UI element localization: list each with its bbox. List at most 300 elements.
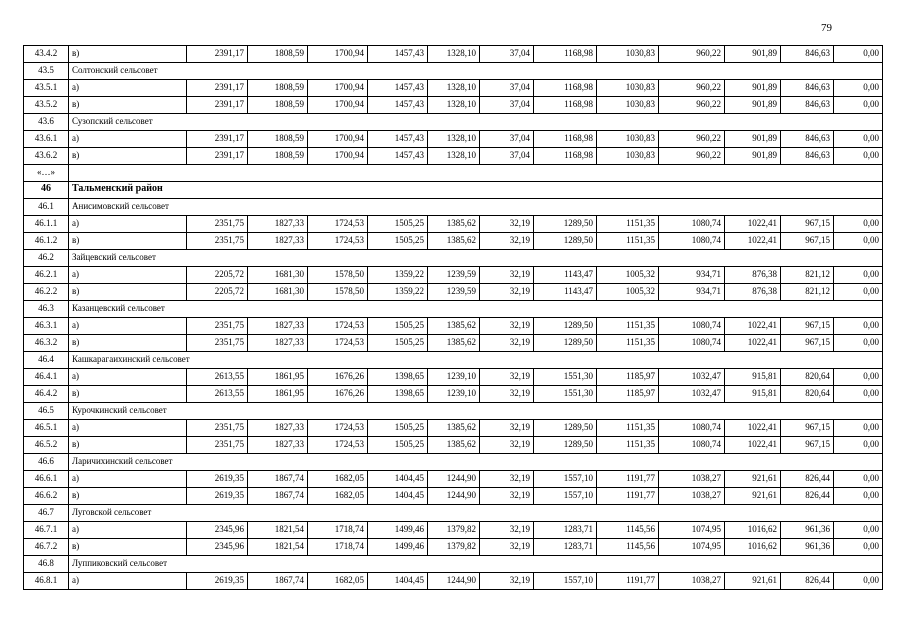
value-cell: 1808,59 bbox=[248, 131, 308, 148]
table-row bbox=[24, 522, 883, 539]
row-code: 46.2.2 bbox=[24, 284, 69, 301]
row-code: 43.4.2 bbox=[24, 46, 69, 63]
value-cell: 1682,05 bbox=[308, 488, 368, 505]
value-cell: 1030,83 bbox=[597, 131, 659, 148]
section-header-row bbox=[24, 63, 883, 80]
value-cell: 1808,59 bbox=[248, 148, 308, 165]
value-cell: 37,04 bbox=[480, 148, 534, 165]
value-cell: 1030,83 bbox=[597, 80, 659, 97]
table-row bbox=[24, 46, 883, 63]
table-body bbox=[24, 46, 883, 590]
table-row bbox=[24, 539, 883, 556]
value-cell: 1505,25 bbox=[368, 420, 428, 437]
value-cell: 1289,50 bbox=[534, 335, 597, 352]
value-cell: 1867,74 bbox=[248, 573, 308, 590]
value-cell: 1821,54 bbox=[248, 539, 308, 556]
value-cell: 2391,17 bbox=[187, 148, 248, 165]
value-cell: 1827,33 bbox=[248, 420, 308, 437]
value-cell: 0,00 bbox=[834, 539, 883, 556]
value-cell: 32,19 bbox=[480, 471, 534, 488]
value-cell: 967,15 bbox=[781, 437, 834, 454]
value-cell: 1505,25 bbox=[368, 233, 428, 250]
value-cell: 1168,98 bbox=[534, 131, 597, 148]
table-row bbox=[24, 233, 883, 250]
row-code: 46.6.2 bbox=[24, 488, 69, 505]
row-label: а) bbox=[69, 369, 187, 386]
value-cell: 1682,05 bbox=[308, 573, 368, 590]
value-cell: 2351,75 bbox=[187, 420, 248, 437]
value-cell: 901,89 bbox=[725, 148, 781, 165]
row-code: 46.5 bbox=[24, 403, 69, 420]
value-cell: 1499,46 bbox=[368, 522, 428, 539]
value-cell: 32,19 bbox=[480, 216, 534, 233]
value-cell: 876,38 bbox=[725, 284, 781, 301]
value-cell: 1681,30 bbox=[248, 284, 308, 301]
value-cell: 960,22 bbox=[659, 80, 725, 97]
value-cell: 1151,35 bbox=[597, 233, 659, 250]
value-cell: 967,15 bbox=[781, 335, 834, 352]
value-cell: 2345,96 bbox=[187, 522, 248, 539]
value-cell: 934,71 bbox=[659, 267, 725, 284]
value-cell: 1821,54 bbox=[248, 522, 308, 539]
value-cell: 1398,65 bbox=[368, 386, 428, 403]
value-cell: 0,00 bbox=[834, 471, 883, 488]
table-row bbox=[24, 335, 883, 352]
value-cell: 2351,75 bbox=[187, 437, 248, 454]
value-cell: 1168,98 bbox=[534, 80, 597, 97]
value-cell: 1700,94 bbox=[308, 131, 368, 148]
row-code: «…» bbox=[24, 165, 69, 182]
section-header-row bbox=[24, 352, 883, 369]
value-cell: 1289,50 bbox=[534, 318, 597, 335]
value-cell: 1080,74 bbox=[659, 233, 725, 250]
value-cell: 961,36 bbox=[781, 522, 834, 539]
value-cell: 1080,74 bbox=[659, 216, 725, 233]
value-cell: 32,19 bbox=[480, 386, 534, 403]
value-cell: 1861,95 bbox=[248, 386, 308, 403]
value-cell: 1191,77 bbox=[597, 488, 659, 505]
value-cell: 2351,75 bbox=[187, 335, 248, 352]
value-cell: 1379,82 bbox=[428, 539, 480, 556]
row-code: 46.7.1 bbox=[24, 522, 69, 539]
value-cell: 2619,35 bbox=[187, 573, 248, 590]
value-cell: 820,64 bbox=[781, 386, 834, 403]
value-cell: 1168,98 bbox=[534, 148, 597, 165]
council-title: Луппиковский сельсовет bbox=[69, 556, 883, 573]
row-code: 46.3 bbox=[24, 301, 69, 318]
value-cell: 1080,74 bbox=[659, 335, 725, 352]
value-cell: 1700,94 bbox=[308, 46, 368, 63]
row-code: 46.4 bbox=[24, 352, 69, 369]
value-cell: 0,00 bbox=[834, 318, 883, 335]
value-cell: 1724,53 bbox=[308, 216, 368, 233]
table-row bbox=[24, 420, 883, 437]
value-cell: 826,44 bbox=[781, 471, 834, 488]
value-cell: 1016,62 bbox=[725, 522, 781, 539]
value-cell: 960,22 bbox=[659, 97, 725, 114]
row-code: 46.1.1 bbox=[24, 216, 69, 233]
value-cell: 1499,46 bbox=[368, 539, 428, 556]
value-cell: 1457,43 bbox=[368, 148, 428, 165]
value-cell: 1808,59 bbox=[248, 46, 308, 63]
value-cell: 32,19 bbox=[480, 573, 534, 590]
value-cell: 967,15 bbox=[781, 233, 834, 250]
section-header-row bbox=[24, 199, 883, 216]
value-cell: 1808,59 bbox=[248, 97, 308, 114]
value-cell: 1283,71 bbox=[534, 522, 597, 539]
value-cell: 0,00 bbox=[834, 488, 883, 505]
value-cell: 1022,41 bbox=[725, 318, 781, 335]
value-cell: 1005,32 bbox=[597, 284, 659, 301]
value-cell: 1557,10 bbox=[534, 471, 597, 488]
row-label: в) bbox=[69, 148, 187, 165]
value-cell: 1022,41 bbox=[725, 335, 781, 352]
section-header-row bbox=[24, 182, 883, 199]
value-cell: 0,00 bbox=[834, 420, 883, 437]
council-title: Солтонский сельсовет bbox=[69, 63, 883, 80]
council-title: Ларичихинский сельсовет bbox=[69, 454, 883, 471]
row-code: 46.7.2 bbox=[24, 539, 69, 556]
value-cell: 1151,35 bbox=[597, 216, 659, 233]
table-row bbox=[24, 386, 883, 403]
section-header-row bbox=[24, 403, 883, 420]
value-cell: 1867,74 bbox=[248, 471, 308, 488]
value-cell: 32,19 bbox=[480, 335, 534, 352]
value-cell: 0,00 bbox=[834, 267, 883, 284]
value-cell: 2391,17 bbox=[187, 80, 248, 97]
value-cell: 1808,59 bbox=[248, 80, 308, 97]
value-cell: 32,19 bbox=[480, 488, 534, 505]
section-header-row bbox=[24, 556, 883, 573]
row-code: 46.6.1 bbox=[24, 471, 69, 488]
value-cell: 1404,45 bbox=[368, 471, 428, 488]
row-label: в) bbox=[69, 46, 187, 63]
value-cell: 967,15 bbox=[781, 216, 834, 233]
value-cell: 1827,33 bbox=[248, 335, 308, 352]
empty-span-cell bbox=[69, 165, 883, 182]
value-cell: 1328,10 bbox=[428, 80, 480, 97]
value-cell: 1385,62 bbox=[428, 335, 480, 352]
value-cell: 820,64 bbox=[781, 369, 834, 386]
value-cell: 0,00 bbox=[834, 386, 883, 403]
row-label: в) bbox=[69, 437, 187, 454]
table-row bbox=[24, 573, 883, 590]
ellipsis-row bbox=[24, 165, 883, 182]
value-cell: 826,44 bbox=[781, 488, 834, 505]
row-code: 46.8.1 bbox=[24, 573, 69, 590]
council-title: Луговской сельсовет bbox=[69, 505, 883, 522]
row-code: 43.6.1 bbox=[24, 131, 69, 148]
value-cell: 32,19 bbox=[480, 284, 534, 301]
row-label: в) bbox=[69, 386, 187, 403]
row-label: а) bbox=[69, 318, 187, 335]
value-cell: 1030,83 bbox=[597, 148, 659, 165]
value-cell: 1700,94 bbox=[308, 80, 368, 97]
value-cell: 1724,53 bbox=[308, 233, 368, 250]
value-cell: 876,38 bbox=[725, 267, 781, 284]
value-cell: 1328,10 bbox=[428, 148, 480, 165]
value-cell: 1861,95 bbox=[248, 369, 308, 386]
value-cell: 1080,74 bbox=[659, 437, 725, 454]
value-cell: 1551,30 bbox=[534, 386, 597, 403]
value-cell: 1185,97 bbox=[597, 369, 659, 386]
value-cell: 1404,45 bbox=[368, 573, 428, 590]
value-cell: 1359,22 bbox=[368, 284, 428, 301]
row-code: 46.5.1 bbox=[24, 420, 69, 437]
council-title: Кашкарагаихинский сельсовет bbox=[69, 352, 883, 369]
value-cell: 915,81 bbox=[725, 386, 781, 403]
value-cell: 1385,62 bbox=[428, 437, 480, 454]
value-cell: 1244,90 bbox=[428, 471, 480, 488]
value-cell: 1022,41 bbox=[725, 233, 781, 250]
value-cell: 1030,83 bbox=[597, 46, 659, 63]
value-cell: 921,61 bbox=[725, 488, 781, 505]
table-row bbox=[24, 471, 883, 488]
value-cell: 1005,32 bbox=[597, 267, 659, 284]
value-cell: 0,00 bbox=[834, 131, 883, 148]
value-cell: 1239,59 bbox=[428, 267, 480, 284]
row-code: 46.1 bbox=[24, 199, 69, 216]
value-cell: 921,61 bbox=[725, 573, 781, 590]
value-cell: 934,71 bbox=[659, 284, 725, 301]
table-row bbox=[24, 97, 883, 114]
value-cell: 1700,94 bbox=[308, 97, 368, 114]
value-cell: 1404,45 bbox=[368, 488, 428, 505]
value-cell: 1827,33 bbox=[248, 318, 308, 335]
value-cell: 1151,35 bbox=[597, 437, 659, 454]
row-code: 46.4.1 bbox=[24, 369, 69, 386]
row-code: 43.6.2 bbox=[24, 148, 69, 165]
council-title: Зайцевский сельсовет bbox=[69, 250, 883, 267]
value-cell: 2619,35 bbox=[187, 471, 248, 488]
value-cell: 1385,62 bbox=[428, 216, 480, 233]
table-row bbox=[24, 131, 883, 148]
value-cell: 967,15 bbox=[781, 420, 834, 437]
value-cell: 0,00 bbox=[834, 522, 883, 539]
value-cell: 1867,74 bbox=[248, 488, 308, 505]
value-cell: 1557,10 bbox=[534, 573, 597, 590]
value-cell: 901,89 bbox=[725, 46, 781, 63]
value-cell: 846,63 bbox=[781, 80, 834, 97]
value-cell: 846,63 bbox=[781, 148, 834, 165]
value-cell: 1700,94 bbox=[308, 148, 368, 165]
row-label: в) bbox=[69, 539, 187, 556]
value-cell: 960,22 bbox=[659, 148, 725, 165]
value-cell: 1289,50 bbox=[534, 216, 597, 233]
value-cell: 1681,30 bbox=[248, 267, 308, 284]
value-cell: 1244,90 bbox=[428, 488, 480, 505]
section-header-row bbox=[24, 250, 883, 267]
value-cell: 0,00 bbox=[834, 233, 883, 250]
value-cell: 1457,43 bbox=[368, 97, 428, 114]
value-cell: 1191,77 bbox=[597, 471, 659, 488]
value-cell: 1022,41 bbox=[725, 216, 781, 233]
value-cell: 1827,33 bbox=[248, 233, 308, 250]
value-cell: 37,04 bbox=[480, 131, 534, 148]
row-code: 46.8 bbox=[24, 556, 69, 573]
value-cell: 1505,25 bbox=[368, 335, 428, 352]
value-cell: 1718,74 bbox=[308, 539, 368, 556]
value-cell: 1185,97 bbox=[597, 386, 659, 403]
row-label: а) bbox=[69, 573, 187, 590]
value-cell: 2205,72 bbox=[187, 267, 248, 284]
value-cell: 846,63 bbox=[781, 97, 834, 114]
value-cell: 1457,43 bbox=[368, 46, 428, 63]
value-cell: 1505,25 bbox=[368, 437, 428, 454]
value-cell: 1557,10 bbox=[534, 488, 597, 505]
value-cell: 1038,27 bbox=[659, 488, 725, 505]
row-label: а) bbox=[69, 131, 187, 148]
value-cell: 1385,62 bbox=[428, 233, 480, 250]
value-cell: 1676,26 bbox=[308, 386, 368, 403]
value-cell: 1151,35 bbox=[597, 318, 659, 335]
value-cell: 901,89 bbox=[725, 97, 781, 114]
row-code: 46.2 bbox=[24, 250, 69, 267]
row-code: 46 bbox=[24, 182, 69, 199]
value-cell: 2351,75 bbox=[187, 216, 248, 233]
section-header-row bbox=[24, 454, 883, 471]
value-cell: 2391,17 bbox=[187, 46, 248, 63]
value-cell: 1385,62 bbox=[428, 318, 480, 335]
district-title: Тальменский район bbox=[69, 182, 883, 199]
row-code: 46.5.2 bbox=[24, 437, 69, 454]
value-cell: 0,00 bbox=[834, 335, 883, 352]
value-cell: 2345,96 bbox=[187, 539, 248, 556]
value-cell: 1578,50 bbox=[308, 267, 368, 284]
value-cell: 2613,55 bbox=[187, 386, 248, 403]
value-cell: 0,00 bbox=[834, 46, 883, 63]
value-cell: 1145,56 bbox=[597, 522, 659, 539]
value-cell: 826,44 bbox=[781, 573, 834, 590]
value-cell: 32,19 bbox=[480, 420, 534, 437]
value-cell: 967,15 bbox=[781, 318, 834, 335]
value-cell: 915,81 bbox=[725, 369, 781, 386]
value-cell: 1022,41 bbox=[725, 420, 781, 437]
value-cell: 1578,50 bbox=[308, 284, 368, 301]
value-cell: 32,19 bbox=[480, 437, 534, 454]
row-code: 43.6 bbox=[24, 114, 69, 131]
section-header-row bbox=[24, 505, 883, 522]
row-label: в) bbox=[69, 233, 187, 250]
value-cell: 901,89 bbox=[725, 80, 781, 97]
row-code: 46.6 bbox=[24, 454, 69, 471]
value-cell: 1239,59 bbox=[428, 284, 480, 301]
row-label: а) bbox=[69, 522, 187, 539]
value-cell: 1080,74 bbox=[659, 318, 725, 335]
page-number: 79 bbox=[821, 22, 832, 34]
value-cell: 1283,71 bbox=[534, 539, 597, 556]
row-code: 46.7 bbox=[24, 505, 69, 522]
council-title: Анисимовский сельсовет bbox=[69, 199, 883, 216]
value-cell: 0,00 bbox=[834, 216, 883, 233]
value-cell: 0,00 bbox=[834, 80, 883, 97]
table-row bbox=[24, 284, 883, 301]
value-cell: 901,89 bbox=[725, 131, 781, 148]
value-cell: 1143,47 bbox=[534, 284, 597, 301]
row-code: 46.3.1 bbox=[24, 318, 69, 335]
value-cell: 1827,33 bbox=[248, 437, 308, 454]
value-cell: 32,19 bbox=[480, 522, 534, 539]
value-cell: 32,19 bbox=[480, 318, 534, 335]
row-code: 43.5.1 bbox=[24, 80, 69, 97]
value-cell: 0,00 bbox=[834, 97, 883, 114]
row-code: 46.4.2 bbox=[24, 386, 69, 403]
table-row bbox=[24, 369, 883, 386]
value-cell: 0,00 bbox=[834, 284, 883, 301]
tariff-table bbox=[23, 45, 883, 590]
value-cell: 1328,10 bbox=[428, 131, 480, 148]
value-cell: 1168,98 bbox=[534, 97, 597, 114]
value-cell: 1505,25 bbox=[368, 216, 428, 233]
value-cell: 2205,72 bbox=[187, 284, 248, 301]
value-cell: 1328,10 bbox=[428, 46, 480, 63]
table-row bbox=[24, 267, 883, 284]
value-cell: 1244,90 bbox=[428, 573, 480, 590]
value-cell: 1398,65 bbox=[368, 369, 428, 386]
value-cell: 1724,53 bbox=[308, 318, 368, 335]
value-cell: 1289,50 bbox=[534, 420, 597, 437]
value-cell: 1676,26 bbox=[308, 369, 368, 386]
value-cell: 37,04 bbox=[480, 46, 534, 63]
value-cell: 1328,10 bbox=[428, 97, 480, 114]
value-cell: 2613,55 bbox=[187, 369, 248, 386]
value-cell: 2391,17 bbox=[187, 97, 248, 114]
value-cell: 1551,30 bbox=[534, 369, 597, 386]
value-cell: 1168,98 bbox=[534, 46, 597, 63]
value-cell: 960,22 bbox=[659, 46, 725, 63]
value-cell: 1289,50 bbox=[534, 437, 597, 454]
value-cell: 2351,75 bbox=[187, 318, 248, 335]
value-cell: 1239,10 bbox=[428, 369, 480, 386]
value-cell: 2391,17 bbox=[187, 131, 248, 148]
value-cell: 1145,56 bbox=[597, 539, 659, 556]
table-row bbox=[24, 216, 883, 233]
row-code: 46.3.2 bbox=[24, 335, 69, 352]
value-cell: 1038,27 bbox=[659, 471, 725, 488]
value-cell: 32,19 bbox=[480, 233, 534, 250]
value-cell: 1682,05 bbox=[308, 471, 368, 488]
value-cell: 0,00 bbox=[834, 437, 883, 454]
row-label: а) bbox=[69, 80, 187, 97]
value-cell: 1080,74 bbox=[659, 420, 725, 437]
row-label: в) bbox=[69, 335, 187, 352]
value-cell: 1038,27 bbox=[659, 573, 725, 590]
value-cell: 1718,74 bbox=[308, 522, 368, 539]
value-cell: 1016,62 bbox=[725, 539, 781, 556]
section-header-row bbox=[24, 114, 883, 131]
value-cell: 1457,43 bbox=[368, 131, 428, 148]
value-cell: 1379,82 bbox=[428, 522, 480, 539]
table-row bbox=[24, 80, 883, 97]
row-code: 46.2.1 bbox=[24, 267, 69, 284]
value-cell: 1191,77 bbox=[597, 573, 659, 590]
value-cell: 1505,25 bbox=[368, 318, 428, 335]
row-code: 43.5.2 bbox=[24, 97, 69, 114]
value-cell: 0,00 bbox=[834, 148, 883, 165]
row-label: в) bbox=[69, 488, 187, 505]
table-row bbox=[24, 318, 883, 335]
value-cell: 1385,62 bbox=[428, 420, 480, 437]
value-cell: 821,12 bbox=[781, 284, 834, 301]
row-label: а) bbox=[69, 216, 187, 233]
value-cell: 1359,22 bbox=[368, 267, 428, 284]
value-cell: 821,12 bbox=[781, 267, 834, 284]
council-title: Сузопский сельсовет bbox=[69, 114, 883, 131]
row-code: 46.1.2 bbox=[24, 233, 69, 250]
value-cell: 1289,50 bbox=[534, 233, 597, 250]
section-header-row bbox=[24, 301, 883, 318]
row-label: в) bbox=[69, 284, 187, 301]
